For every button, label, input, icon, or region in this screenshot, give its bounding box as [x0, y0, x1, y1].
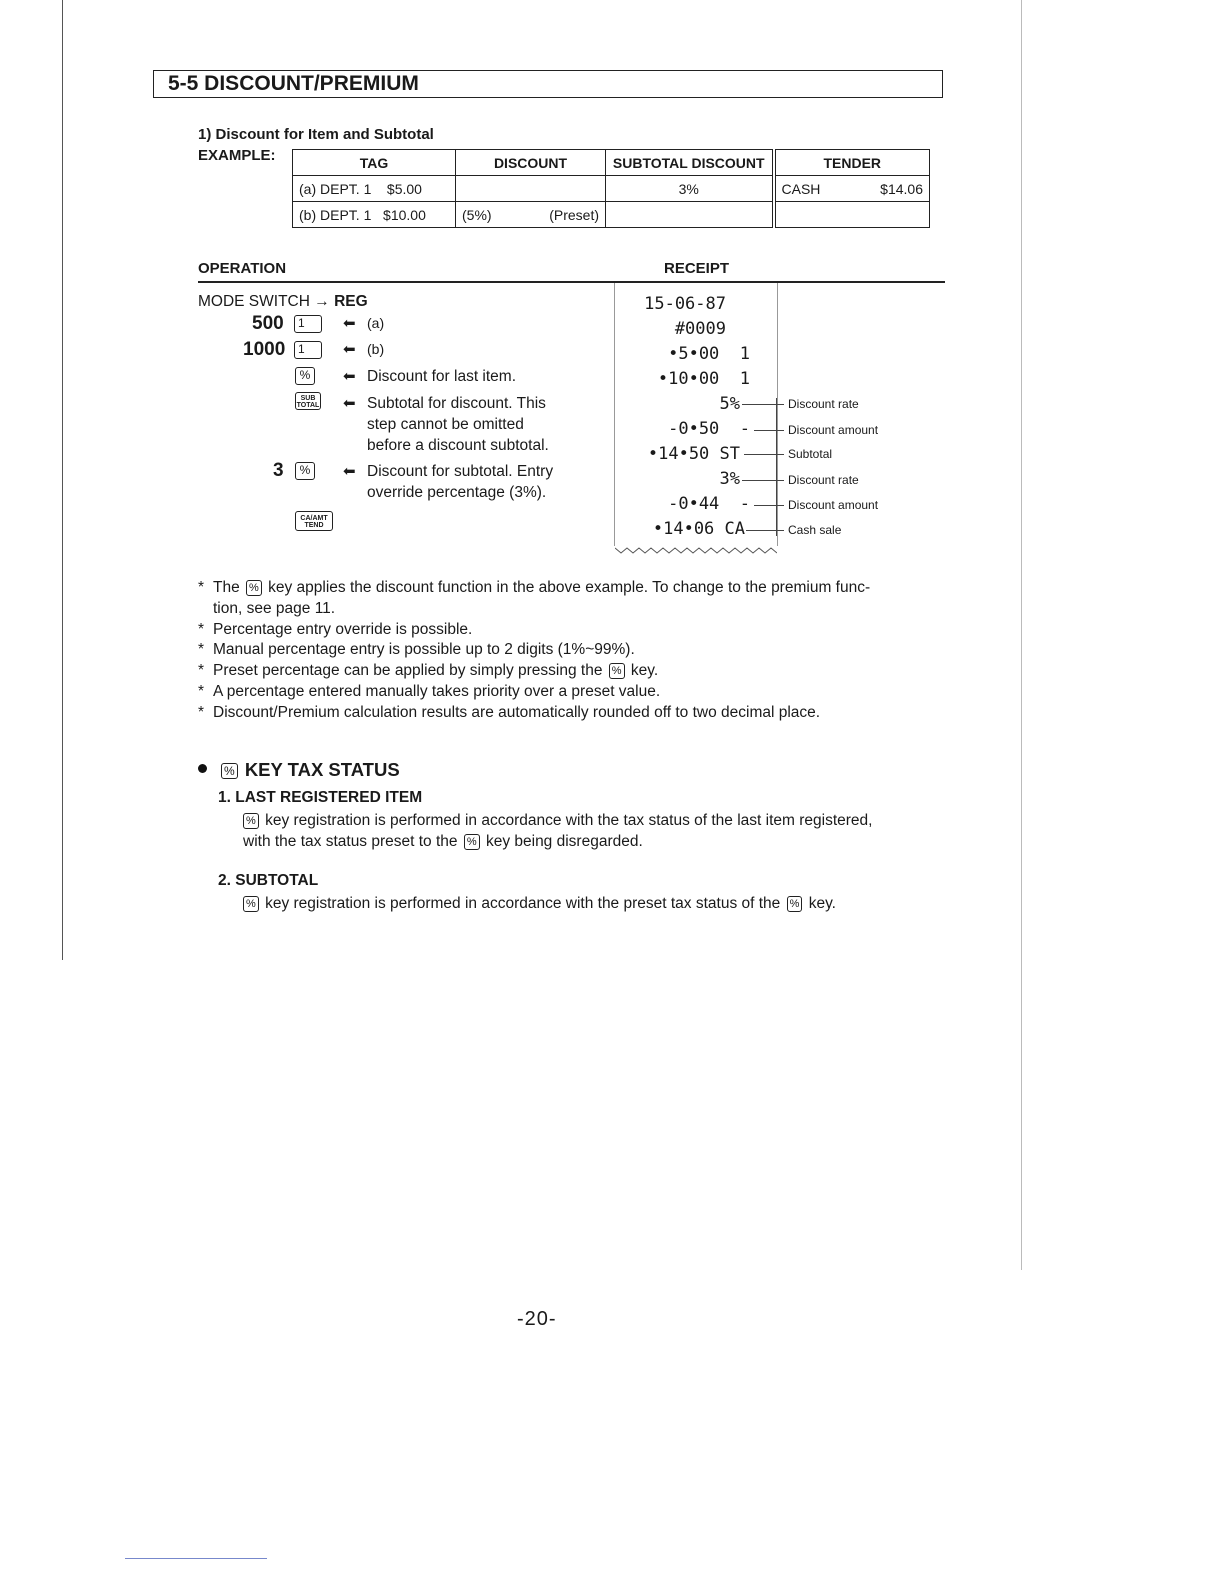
- note-item: * Discount/Premium calculation results are automatically rounded off to two decimal place.: [198, 703, 821, 721]
- scan-edge-right: [1021, 0, 1022, 1270]
- cell-tender-type: CASH: [781, 180, 821, 197]
- cell-discount-rate: (5%): [462, 206, 492, 223]
- percent-key-icon: %: [243, 896, 259, 912]
- entry-1000: 1000: [243, 339, 286, 360]
- dept-1-key-icon: 1: [294, 341, 322, 359]
- note-text: A percentage entered manually takes priority over a preset value.: [213, 682, 661, 700]
- item1-text: key registration is performed in accordance with the tax status of the last item registered,: [265, 812, 873, 829]
- cell-tag-item: (b) DEPT. 1: [299, 206, 372, 223]
- left-arrow-icon: ⬅: [343, 341, 356, 358]
- receipt-leader: [754, 505, 784, 506]
- receipt-leader-vertical: [776, 398, 777, 536]
- header-tender: TENDER: [774, 150, 930, 176]
- cell-tag: [293, 202, 456, 228]
- cell-tag-item: (a) DEPT. 1: [299, 180, 372, 197]
- table-header-row: [293, 150, 930, 176]
- cash-key-top: CA/AMT: [300, 515, 328, 522]
- scan-edge-left: [62, 0, 63, 960]
- cell-tender-amount: $14.06: [880, 180, 923, 197]
- header-discount: DISCOUNT: [456, 150, 606, 176]
- bullet-icon: [198, 764, 207, 773]
- subtotal-key-top: SUB: [300, 395, 316, 402]
- receipt-leader: [742, 480, 784, 481]
- desc-subtotal-line: Subtotal for discount. This: [367, 395, 546, 412]
- header-tag: TAG: [293, 150, 456, 176]
- mode-switch-label: MODE SWITCH: [198, 293, 310, 310]
- cell-subtotal-discount: 3%: [606, 176, 774, 202]
- page-number: -20-: [517, 1308, 557, 1330]
- receipt-subtotal: •14•50 ST: [647, 444, 740, 464]
- note-text: tion, see page 11.: [213, 599, 336, 617]
- receipt-tear-edge: [615, 546, 777, 554]
- desc-subtotal-line: before a discount subtotal.: [367, 437, 549, 454]
- section-title: 5-5 DISCOUNT/PREMIUM: [153, 70, 943, 98]
- example-label: EXAMPLE:: [198, 147, 276, 164]
- receipt-label-cash-sale: Cash sale: [788, 523, 842, 537]
- footer-rule: [125, 1558, 267, 1559]
- subsection-title: 1) Discount for Item and Subtotal: [198, 126, 434, 143]
- note-text: key.: [630, 662, 659, 680]
- receipt-discount-rate-2: 3%: [719, 469, 740, 489]
- receipt-discount-rate-1: 5%: [719, 394, 740, 414]
- receipt-label-discount-amount: Discount amount: [788, 423, 879, 437]
- left-arrow-icon: ⬅: [343, 463, 356, 480]
- subtotal-key-bottom: TOTAL: [296, 402, 320, 409]
- label-a: (a): [367, 315, 385, 331]
- receipt-heading: RECEIPT: [664, 260, 730, 277]
- receipt-label-discount-rate: Discount rate: [788, 397, 859, 411]
- note-item: * The % key applies the discount function in the above example. To change to the premium func- tion, see page 11.: [198, 579, 871, 617]
- percent-key-icon: %: [609, 663, 625, 679]
- item2-text: key.: [808, 895, 836, 912]
- mode-switch-line: [198, 293, 368, 311]
- cash-key-bottom: TEND: [304, 522, 324, 529]
- receipt-number: #0009: [674, 319, 726, 339]
- item1-title: 1. LAST REGISTERED ITEM: [218, 789, 423, 806]
- entry-500: 500: [252, 313, 284, 334]
- percent-key-icon: %: [295, 367, 315, 385]
- percent-key-icon: %: [295, 462, 315, 480]
- desc-discount-subtotal-line: Discount for subtotal. Entry: [367, 463, 554, 480]
- note-item: * Manual percentage entry is possible up to 2 digits (1%~99%).: [198, 641, 635, 659]
- note-text: Percentage entry override is possible.: [213, 620, 473, 638]
- table-row: [293, 176, 930, 202]
- notes-list: [198, 578, 948, 724]
- cell-tag: [293, 176, 456, 202]
- tax-status-heading: [198, 759, 400, 781]
- item2-text: key registration is performed in accordance with the preset tax status of the: [265, 895, 781, 912]
- receipt-discount-amount-1: -0•50 -: [668, 419, 750, 439]
- entry-3: 3: [273, 460, 284, 481]
- note-text: key applies the discount function in the above example. To change to the premium func-: [268, 579, 871, 596]
- header-subtotal-discount: SUBTOTAL DISCOUNT: [606, 150, 774, 176]
- receipt-discount-amount-2: -0•44 -: [668, 494, 750, 514]
- receipt-item-b: •10•00 1: [657, 369, 750, 389]
- receipt-leader: [742, 404, 784, 405]
- left-arrow-icon: ⬅: [343, 368, 356, 385]
- receipt-leader: [754, 430, 784, 431]
- cell-discount: [456, 176, 606, 202]
- desc-subtotal: [367, 393, 549, 456]
- percent-key-icon: %: [787, 896, 803, 912]
- percent-key-icon: %: [221, 763, 238, 779]
- label-b: (b): [367, 341, 385, 357]
- note-item: * Percentage entry override is possible.: [198, 620, 473, 638]
- percent-key-icon: %: [246, 580, 262, 596]
- operation-heading: OPERATION: [198, 260, 287, 277]
- desc-discount-last: Discount for last item.: [367, 368, 517, 385]
- cell-tender: [774, 202, 930, 228]
- item1-text: key being disregarded.: [485, 833, 643, 850]
- note-item: * Preset percentage can be applied by simply pressing the % key.: [198, 662, 659, 680]
- note-text: Manual percentage entry is possible up to 2 digits (1%~99%).: [213, 641, 635, 659]
- item2-paragraph: [243, 893, 948, 914]
- receipt-leader: [744, 454, 784, 455]
- receipt-label-discount-rate: Discount rate: [788, 473, 859, 487]
- item2-title: 2. SUBTOTAL: [218, 872, 319, 889]
- cell-tender: [774, 176, 930, 202]
- receipt-item-a: •5•00 1: [668, 344, 750, 364]
- item1-paragraph: [243, 810, 948, 852]
- mode-value: REG: [334, 293, 368, 310]
- receipt-label-discount-amount: Discount amount: [788, 498, 879, 512]
- note-text: Preset percentage can be applied by simply pressing the: [213, 662, 603, 680]
- cell-discount: [456, 202, 606, 228]
- percent-key-icon: %: [243, 813, 259, 829]
- receipt-label-subtotal: Subtotal: [788, 447, 833, 461]
- cell-discount-note: (Preset): [549, 206, 599, 223]
- desc-subtotal-line: step cannot be omitted: [367, 416, 524, 433]
- cell-tag-amount: $10.00: [383, 206, 426, 223]
- cell-tag-amount: $5.00: [386, 180, 422, 197]
- table-row: [293, 202, 930, 228]
- receipt-leader: [746, 530, 784, 531]
- example-table: [292, 149, 930, 228]
- receipt-date: 15-06-87: [644, 294, 726, 314]
- tax-status-title: KEY TAX STATUS: [244, 759, 400, 780]
- note-text: The: [213, 579, 240, 596]
- dept-1-key-icon: 1: [294, 315, 322, 333]
- left-arrow-icon: ⬅: [343, 315, 356, 332]
- cash-amount-tender-key-icon: [295, 511, 333, 531]
- cell-subtotal-discount: [606, 202, 774, 228]
- desc-discount-subtotal: [367, 461, 553, 503]
- right-arrow-icon: →: [314, 293, 330, 310]
- note-item: * A percentage entered manually takes priority over a preset value.: [198, 682, 661, 700]
- operation-rule: [198, 281, 945, 283]
- note-text: Discount/Premium calculation results are automatically rounded off to two decimal place.: [213, 703, 821, 721]
- left-arrow-icon: ⬅: [343, 395, 356, 412]
- item1-text: with the tax status preset to the: [243, 833, 458, 850]
- percent-key-icon: %: [464, 834, 480, 850]
- subtotal-key-icon: [295, 392, 321, 410]
- receipt-cash-sale: •14•06 CA: [652, 519, 745, 539]
- desc-discount-subtotal-line: override percentage (3%).: [367, 484, 547, 501]
